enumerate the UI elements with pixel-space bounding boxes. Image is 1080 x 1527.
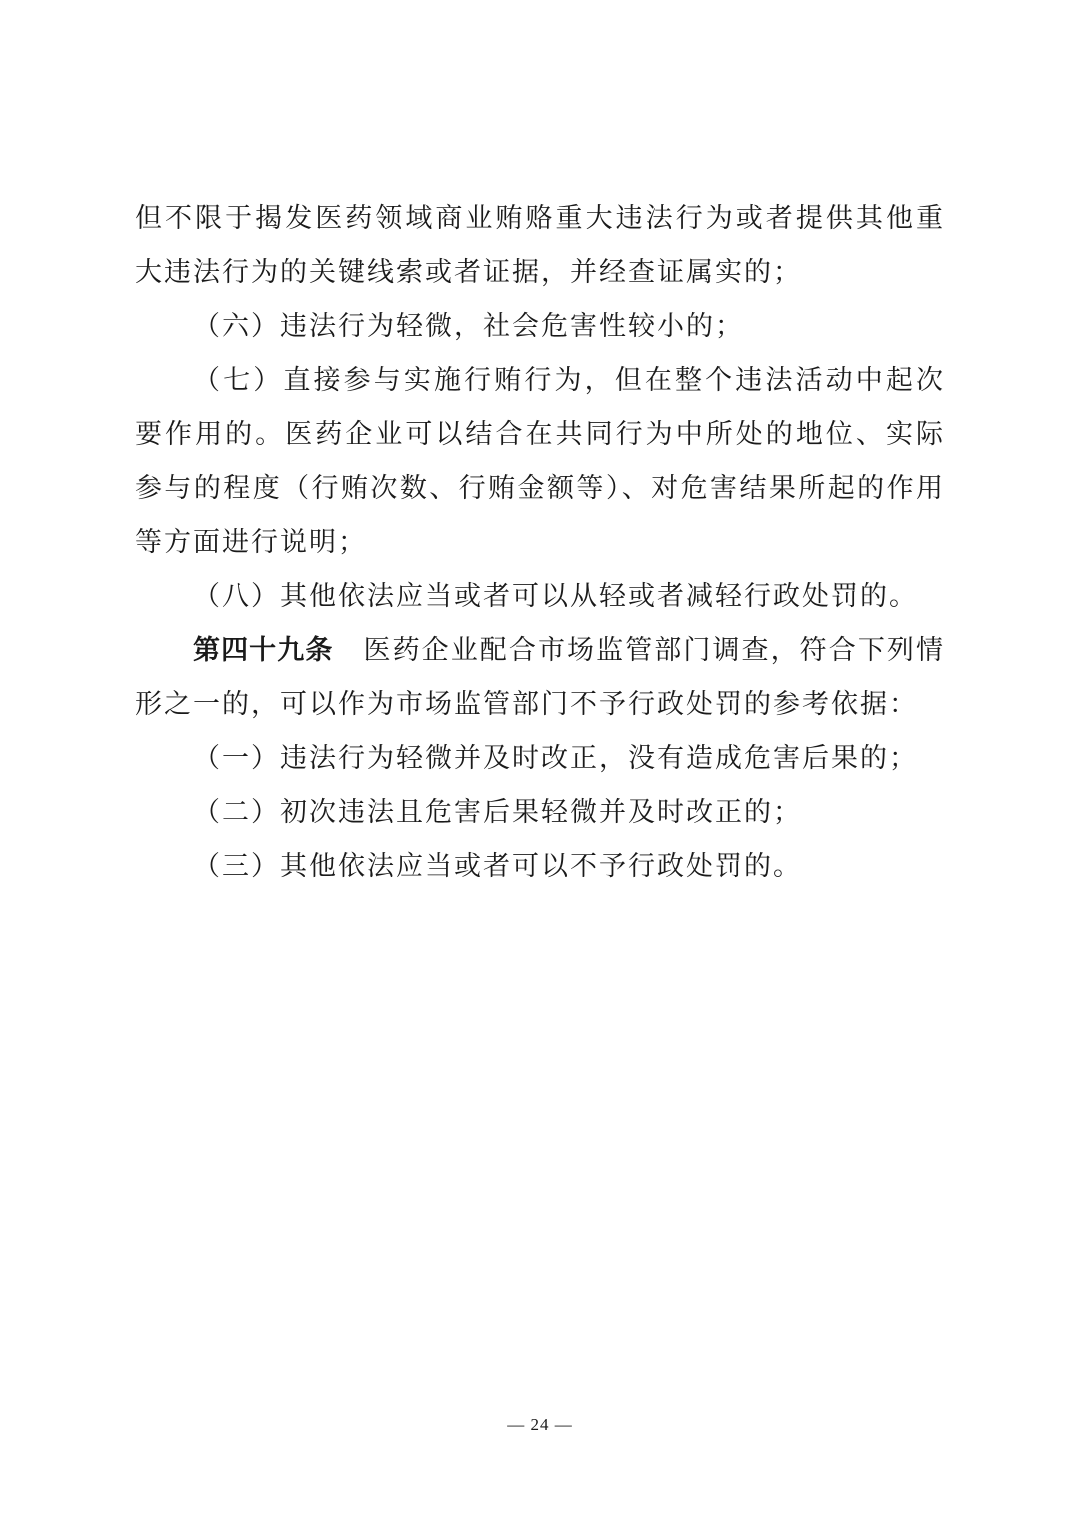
article-49-clause-three: （三）其他依法应当或者可以不予行政处罚的。	[193, 851, 802, 882]
article-49-body: 医药企业配合市场监管部门调查，符合下列情形之一的，可以作为市场监管部门不予行政处罚的参考依据：	[135, 635, 946, 720]
document-body	[135, 192, 945, 894]
article-49-heading: 第四十九条	[193, 635, 334, 666]
article-49	[135, 624, 945, 732]
page-number: — 24 —	[507, 1415, 573, 1434]
article-49-clause-one: （一）违法行为轻微并及时改正，没有造成危害后果的；	[193, 743, 918, 774]
clause-six: （六）违法行为轻微，社会危害性较小的；	[193, 311, 744, 342]
clause-seven: （七）直接参与实施行贿行为，但在整个违法活动中起次要作用的。医药企业可以结合在共同行为中所处的地位、实际参与的程度（行贿次数、行贿金额等）、对危害结果所起的作用等方面进行说明；	[135, 365, 945, 558]
clause-eight: （八）其他依法应当或者可以从轻或者减轻行政处罚的。	[193, 581, 918, 612]
article-49-clause-two: （二）初次违法且危害后果轻微并及时改正的；	[193, 797, 802, 828]
paragraph-continuation: 但不限于揭发医药领域商业贿赂重大违法行为或者提供其他重大违法行为的关键线索或者证据，并经查证属实的；	[135, 203, 945, 288]
